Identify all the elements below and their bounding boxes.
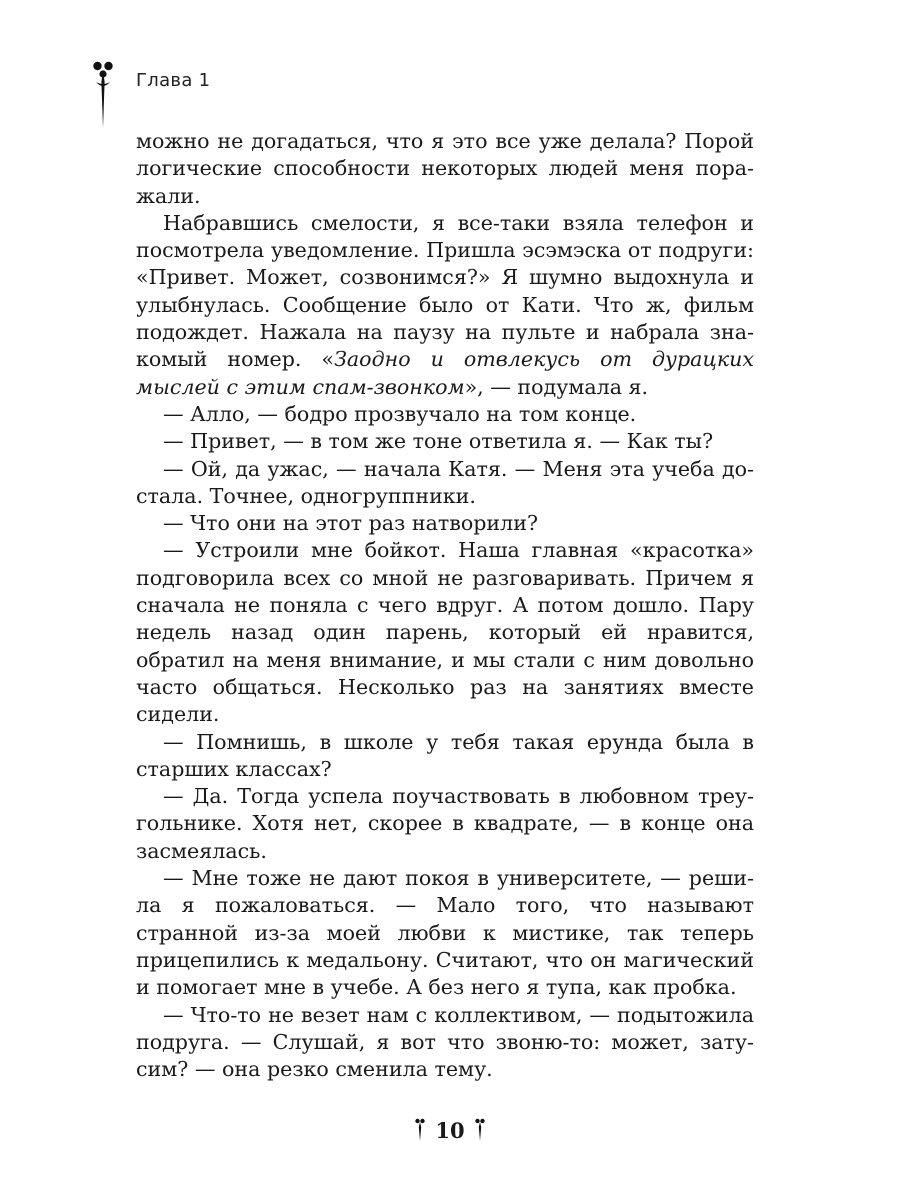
paragraph-9: — Да. Тогда успела поучаствовать в любовном треугольнике. Хотя нет, скорее в квадрате, — в конце она засмеялась. <box>136 784 754 863</box>
paragraph-5: — Ой, да ужас, — начала Катя. — Меня эта учеба достала. Точнее, одногруппники. <box>136 456 754 508</box>
page-body <box>136 128 754 1083</box>
paragraph-11: — Что-то не везет нам с коллективом, — подытожила подруга. — Слушай, я вот что звоню-то: может, затусим? — она резко сменила тему. <box>136 1002 754 1082</box>
folio-left-ornament-icon <box>415 1118 425 1142</box>
paragraph-1: можно не догадаться, что я это все уже делала? Порой логические способности некоторых людей меня поражали. <box>136 129 754 208</box>
paragraph-4: — Привет, — в том же тоне ответила я. — Как ты? <box>163 429 714 454</box>
paragraph-3: — Алло, — бодро прозвучало на том конце. <box>163 401 637 426</box>
folio-right-ornament-icon <box>475 1118 485 1142</box>
page-number: 10 <box>435 1118 465 1143</box>
paragraph-7: — Устроили мне бойкот. Наша главная «красотка» подговорила всех со мной не разговаривать. Причем я сначала не поняла с чего вдруг. А потом дошло. Пару недель назад один парень, который ей нравится, обратил на меня внимание, и мы стали с ним довольно часто общаться. Несколько раз на занятиях вместе сидели. <box>136 538 754 727</box>
page-number-folio <box>0 1118 900 1143</box>
paragraph-10: — Мне тоже не дают покоя в университете, — решила я пожаловаться. — Мало того, что называют странной из-за моей любви к мистике, так теперь прицепились к медальону. Считают, что он магический и помогает мне в учебе. А без него я тупа, как пробка. <box>136 866 754 1000</box>
paragraph-2-italic-thought: Заодно и отвлекусь от дурацких мыслей с этим спам-звонком <box>136 347 755 399</box>
paragraph-2-text: Набравшись смелости, я все-таки взяла телефон и посмотрела уведомление. Пришла эсэмэска от подруги: «Привет. Может, созвонимся?» Я шумно выдохнула и улыбнулась. Сообщение было от Кати. Что ж, фильм подождет. Нажала на паузу на пульте и набрала знакомый номер. « <box>136 210 754 372</box>
paragraph-2 <box>136 210 754 401</box>
paragraph-6: — Что они на этот раз натворили? <box>163 511 538 536</box>
paragraph-2-text-end: », — подумала я. <box>464 374 649 399</box>
dagger-ornament-icon <box>92 60 114 130</box>
paragraph-8: — Помнишь, в школе у тебя такая ерунда была в старших классах? <box>136 729 754 781</box>
chapter-title: Глава 1 <box>136 70 211 91</box>
